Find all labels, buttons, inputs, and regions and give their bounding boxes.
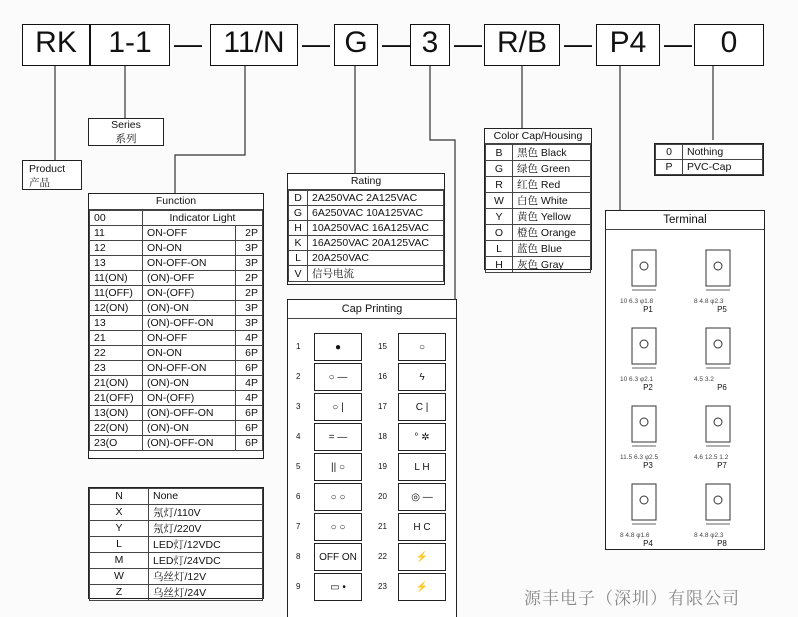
table-row bbox=[90, 552, 263, 568]
table-cell: 22(ON) bbox=[90, 421, 143, 436]
cap-number: 23 bbox=[378, 582, 387, 591]
table-cell: Indicator Light bbox=[143, 211, 263, 226]
table-cell: 13 bbox=[90, 316, 143, 331]
code-series: 1-1 bbox=[90, 24, 170, 66]
cap-symbol-box: ○ — bbox=[314, 363, 362, 391]
table-cell: 2P bbox=[236, 226, 263, 241]
terminal-dims: 4.6 12.5 1.2 bbox=[694, 454, 729, 461]
table-cell: O bbox=[486, 225, 513, 241]
cap-printing-title: Cap Printing bbox=[288, 300, 456, 319]
table-row bbox=[90, 346, 263, 361]
code-dash: — bbox=[174, 28, 202, 59]
table-cell: 氖灯/220V bbox=[149, 520, 263, 536]
product-en: Product bbox=[29, 163, 66, 175]
table-cell: B bbox=[486, 145, 513, 161]
table-cell: 6P bbox=[236, 361, 263, 376]
table-cell: 3P bbox=[236, 301, 263, 316]
cap-symbol-box: ◎ — bbox=[398, 483, 446, 511]
terminal-name: P5 bbox=[717, 305, 727, 314]
color-rows bbox=[485, 144, 591, 273]
product-label bbox=[22, 160, 82, 190]
table-cell: 13(ON) bbox=[90, 406, 143, 421]
cap-number: 9 bbox=[296, 582, 301, 591]
table-row bbox=[486, 225, 591, 241]
table-cell: 绿色 Green bbox=[513, 161, 591, 177]
table-row bbox=[90, 536, 263, 552]
cap-number: 20 bbox=[378, 492, 387, 501]
cap-symbol-box: C | bbox=[398, 393, 446, 421]
table-cell: (ON)-ON bbox=[143, 376, 236, 391]
table-row bbox=[90, 406, 263, 421]
table-row bbox=[90, 241, 263, 256]
table-cell: ON-ON bbox=[143, 346, 236, 361]
table-cell: 12(ON) bbox=[90, 301, 143, 316]
table-cell: 灰色 Gray bbox=[513, 257, 591, 273]
terminal-name: P3 bbox=[643, 461, 653, 470]
table-cell: 3P bbox=[236, 241, 263, 256]
lamp-rows bbox=[89, 488, 263, 601]
cap-number: 16 bbox=[378, 372, 387, 381]
table-cell: 11 bbox=[90, 226, 143, 241]
table-cell: 3P bbox=[236, 256, 263, 271]
table-cell: 13 bbox=[90, 256, 143, 271]
series-label bbox=[88, 118, 164, 146]
function-title: Function bbox=[89, 194, 263, 210]
table-cell: 乌丝灯/24V bbox=[149, 584, 263, 600]
table-cell: 3P bbox=[236, 316, 263, 331]
terminal-figure bbox=[694, 244, 750, 314]
code-dash: — bbox=[664, 28, 692, 59]
terminal-drawing bbox=[620, 322, 676, 374]
table-cell: 23 bbox=[90, 361, 143, 376]
terminal-figure bbox=[620, 478, 676, 548]
table-cell: H bbox=[486, 257, 513, 273]
table-cell: 11(OFF) bbox=[90, 286, 143, 301]
code-dash: — bbox=[302, 28, 330, 59]
table-cell: L bbox=[289, 251, 308, 266]
rating-table bbox=[287, 173, 445, 285]
cap-number: 15 bbox=[378, 342, 387, 351]
table-cell: 2P bbox=[236, 271, 263, 286]
cap-symbol-box: ϟ bbox=[398, 363, 446, 391]
table-row bbox=[90, 271, 263, 286]
code-rk: RK bbox=[22, 24, 90, 66]
cap-printing-panel bbox=[287, 299, 457, 617]
cap-number: 2 bbox=[296, 372, 301, 381]
table-cell: (ON)-OFF-ON bbox=[143, 316, 236, 331]
terminal-dims: 8 4.8 φ2.3 bbox=[694, 298, 724, 305]
table-cell: 12 bbox=[90, 241, 143, 256]
table-row bbox=[486, 241, 591, 257]
table-row bbox=[90, 286, 263, 301]
table-cell: W bbox=[486, 193, 513, 209]
table-cell: 2A250VAC 2A125VAC bbox=[308, 191, 444, 206]
terminal-dims: 8 4.8 φ2.3 bbox=[694, 532, 724, 539]
table-row bbox=[289, 221, 444, 236]
company-watermark: 源丰电子（深圳）有限公司 bbox=[524, 589, 740, 609]
table-cell: W bbox=[90, 568, 149, 584]
terminal-dims: 8 4.8 φ1.6 bbox=[620, 532, 650, 539]
table-cell: 白色 White bbox=[513, 193, 591, 209]
table-cell: Y bbox=[90, 520, 149, 536]
table-cell: 4P bbox=[236, 376, 263, 391]
table-cell: (ON)-OFF-ON bbox=[143, 436, 236, 451]
series-en: Series bbox=[111, 119, 141, 131]
table-cell: (ON)-OFF-ON bbox=[143, 406, 236, 421]
table-row bbox=[486, 193, 591, 209]
terminal-drawing bbox=[620, 400, 676, 452]
table-row bbox=[90, 226, 263, 241]
table-cell: 22 bbox=[90, 346, 143, 361]
cap-symbol-box: ○ bbox=[398, 333, 446, 361]
rating-title: Rating bbox=[288, 174, 444, 190]
table-row bbox=[90, 421, 263, 436]
table-row bbox=[486, 209, 591, 225]
cap-number: 18 bbox=[378, 432, 387, 441]
table-row bbox=[656, 160, 763, 175]
cap-number: 19 bbox=[378, 462, 387, 471]
table-cell: 00 bbox=[90, 211, 143, 226]
table-cell: G bbox=[486, 161, 513, 177]
table-cell: N bbox=[90, 489, 149, 505]
terminal-panel bbox=[605, 210, 765, 550]
table-cell: V bbox=[289, 266, 308, 282]
lamp-table bbox=[88, 487, 264, 599]
table-cell: ON-OFF-ON bbox=[143, 361, 236, 376]
table-cell: 6P bbox=[236, 346, 263, 361]
table-cell: Z bbox=[90, 584, 149, 600]
cap-number: 22 bbox=[378, 552, 387, 561]
table-cell: 黄色 Yellow bbox=[513, 209, 591, 225]
terminal-drawing bbox=[620, 478, 676, 530]
table-cell: ON-(OFF) bbox=[143, 286, 236, 301]
table-row bbox=[90, 584, 263, 600]
table-row bbox=[90, 391, 263, 406]
table-cell: (ON)-ON bbox=[143, 421, 236, 436]
table-cell: 23(O bbox=[90, 436, 143, 451]
cap-number: 21 bbox=[378, 522, 387, 531]
table-row bbox=[90, 436, 263, 451]
color-table bbox=[484, 128, 592, 270]
terminal-drawing bbox=[694, 322, 750, 374]
table-cell: ON-OFF bbox=[143, 226, 236, 241]
table-row bbox=[289, 266, 444, 282]
table-row bbox=[289, 206, 444, 221]
table-cell: (ON)-ON bbox=[143, 301, 236, 316]
series-cn: 系列 bbox=[115, 133, 137, 145]
table-row bbox=[486, 257, 591, 273]
table-row bbox=[90, 568, 263, 584]
table-cell: 4P bbox=[236, 391, 263, 406]
cap-symbol-box: OFF ON bbox=[314, 543, 362, 571]
terminal-figure bbox=[620, 400, 676, 470]
cap-symbol-box: ° ✲ bbox=[398, 423, 446, 451]
table-row bbox=[289, 236, 444, 251]
terminal-name: P6 bbox=[717, 383, 727, 392]
table-cell: G bbox=[289, 206, 308, 221]
terminal-figure bbox=[694, 400, 750, 470]
table-cell: K bbox=[289, 236, 308, 251]
table-cell: ON-OFF-ON bbox=[143, 256, 236, 271]
table-cell: 6A250VAC 10A125VAC bbox=[308, 206, 444, 221]
table-cell: 信号电流 bbox=[308, 266, 444, 282]
function-header-row bbox=[90, 211, 263, 226]
terminal-drawing bbox=[620, 244, 676, 296]
terminal-figure bbox=[620, 322, 676, 392]
cap-symbol-box: ● bbox=[314, 333, 362, 361]
table-cell: 乌丝灯/12V bbox=[149, 568, 263, 584]
cap-symbol-box: || ○ bbox=[314, 453, 362, 481]
table-cell: P bbox=[656, 160, 683, 175]
cap-number: 17 bbox=[378, 402, 387, 411]
code-function: 11/N bbox=[210, 24, 298, 66]
cap-number: 6 bbox=[296, 492, 301, 501]
table-cell: M bbox=[90, 552, 149, 568]
table-cell: D bbox=[289, 191, 308, 206]
table-cell: 21 bbox=[90, 331, 143, 346]
function-table bbox=[88, 193, 264, 459]
cap-symbol-box: L H bbox=[398, 453, 446, 481]
table-cell: L bbox=[90, 536, 149, 552]
cap-symbol-box: H C bbox=[398, 513, 446, 541]
cap-rows bbox=[655, 144, 763, 175]
cap-symbol-box: ○ ○ bbox=[314, 513, 362, 541]
code-dash: — bbox=[382, 28, 410, 59]
table-cell: 蓝色 Blue bbox=[513, 241, 591, 257]
table-row bbox=[90, 256, 263, 271]
table-cell: ON-ON bbox=[143, 241, 236, 256]
table-cell: ON-OFF bbox=[143, 331, 236, 346]
cap-symbol-box: ○ | bbox=[314, 393, 362, 421]
table-cell: 6P bbox=[236, 436, 263, 451]
table-cell: 橙色 Orange bbox=[513, 225, 591, 241]
cap-symbol-box: ⚡ bbox=[398, 543, 446, 571]
table-cell: R bbox=[486, 177, 513, 193]
table-row bbox=[486, 145, 591, 161]
function-rows bbox=[89, 210, 263, 451]
terminal-drawing bbox=[694, 244, 750, 296]
code-rating: G bbox=[334, 24, 378, 66]
code-color: R/B bbox=[484, 24, 560, 66]
table-cell: 黑色 Black bbox=[513, 145, 591, 161]
table-row bbox=[289, 191, 444, 206]
table-row bbox=[486, 161, 591, 177]
table-cell: LED灯/24VDC bbox=[149, 552, 263, 568]
table-cell: 20A250VAC bbox=[308, 251, 444, 266]
terminal-name: P8 bbox=[717, 539, 727, 548]
table-row bbox=[90, 504, 263, 520]
terminal-title: Terminal bbox=[606, 211, 764, 230]
table-cell: 6P bbox=[236, 421, 263, 436]
table-cell: None bbox=[149, 489, 263, 505]
cap-number: 3 bbox=[296, 402, 301, 411]
table-row bbox=[90, 376, 263, 391]
table-row bbox=[486, 177, 591, 193]
cap-number: 8 bbox=[296, 552, 301, 561]
table-row bbox=[289, 251, 444, 266]
table-row bbox=[90, 520, 263, 536]
cap-table bbox=[654, 143, 764, 176]
terminal-dims: 4.5 3.2 bbox=[694, 376, 714, 383]
table-cell: ON-(OFF) bbox=[143, 391, 236, 406]
table-cell: 红色 Red bbox=[513, 177, 591, 193]
table-row bbox=[90, 316, 263, 331]
table-cell: PVC-Cap bbox=[683, 160, 763, 175]
table-cell: LED灯/12VDC bbox=[149, 536, 263, 552]
code-cap-printing: 3 bbox=[410, 24, 450, 66]
table-cell: X bbox=[90, 504, 149, 520]
table-cell: (ON)-OFF bbox=[143, 271, 236, 286]
table-cell: Nothing bbox=[683, 145, 763, 160]
table-cell: 氖灯/110V bbox=[149, 504, 263, 520]
table-cell: 16A250VAC 20A125VAC bbox=[308, 236, 444, 251]
terminal-drawing bbox=[694, 478, 750, 530]
table-cell: Y bbox=[486, 209, 513, 225]
table-row bbox=[90, 331, 263, 346]
terminal-dims: 11.5 6.3 φ2.5 bbox=[620, 454, 659, 461]
cap-number: 7 bbox=[296, 522, 301, 531]
terminal-drawing bbox=[694, 400, 750, 452]
table-cell: H bbox=[289, 221, 308, 236]
terminal-name: P7 bbox=[717, 461, 727, 470]
cap-symbol-box: ⚡ bbox=[398, 573, 446, 601]
cap-symbol-box: ○ ○ bbox=[314, 483, 362, 511]
table-row bbox=[656, 145, 763, 160]
table-cell: L bbox=[486, 241, 513, 257]
product-cn: 产品 bbox=[29, 177, 50, 189]
table-cell: 6P bbox=[236, 406, 263, 421]
terminal-dims: 10 6.3 φ2.1 bbox=[620, 376, 654, 383]
cap-symbol-box: = — bbox=[314, 423, 362, 451]
terminal-figure bbox=[620, 244, 676, 314]
color-title: Color Cap/Housing bbox=[485, 129, 591, 144]
cap-symbol-box: ▭ • bbox=[314, 573, 362, 601]
table-row bbox=[90, 489, 263, 505]
table-row bbox=[90, 301, 263, 316]
table-cell: 2P bbox=[236, 286, 263, 301]
table-cell: 4P bbox=[236, 331, 263, 346]
terminal-name: P2 bbox=[643, 383, 653, 392]
terminal-dims: 10 6.3 φ1.8 bbox=[620, 298, 654, 305]
code-dash: — bbox=[564, 28, 592, 59]
terminal-name: P1 bbox=[643, 305, 653, 314]
table-cell: 10A250VAC 16A125VAC bbox=[308, 221, 444, 236]
table-row bbox=[90, 361, 263, 376]
terminal-name: P4 bbox=[643, 539, 653, 548]
cap-number: 5 bbox=[296, 462, 301, 471]
cap-number: 1 bbox=[296, 342, 301, 351]
cap-number: 4 bbox=[296, 432, 301, 441]
code-terminal: P4 bbox=[596, 24, 660, 66]
code-dash: — bbox=[454, 28, 482, 59]
table-cell: 21(ON) bbox=[90, 376, 143, 391]
terminal-figure bbox=[694, 322, 750, 392]
table-cell: 21(OFF) bbox=[90, 391, 143, 406]
table-cell: 11(ON) bbox=[90, 271, 143, 286]
terminal-figure bbox=[694, 478, 750, 548]
code-cap: 0 bbox=[694, 24, 764, 66]
rating-rows bbox=[288, 190, 444, 282]
table-cell: 0 bbox=[656, 145, 683, 160]
